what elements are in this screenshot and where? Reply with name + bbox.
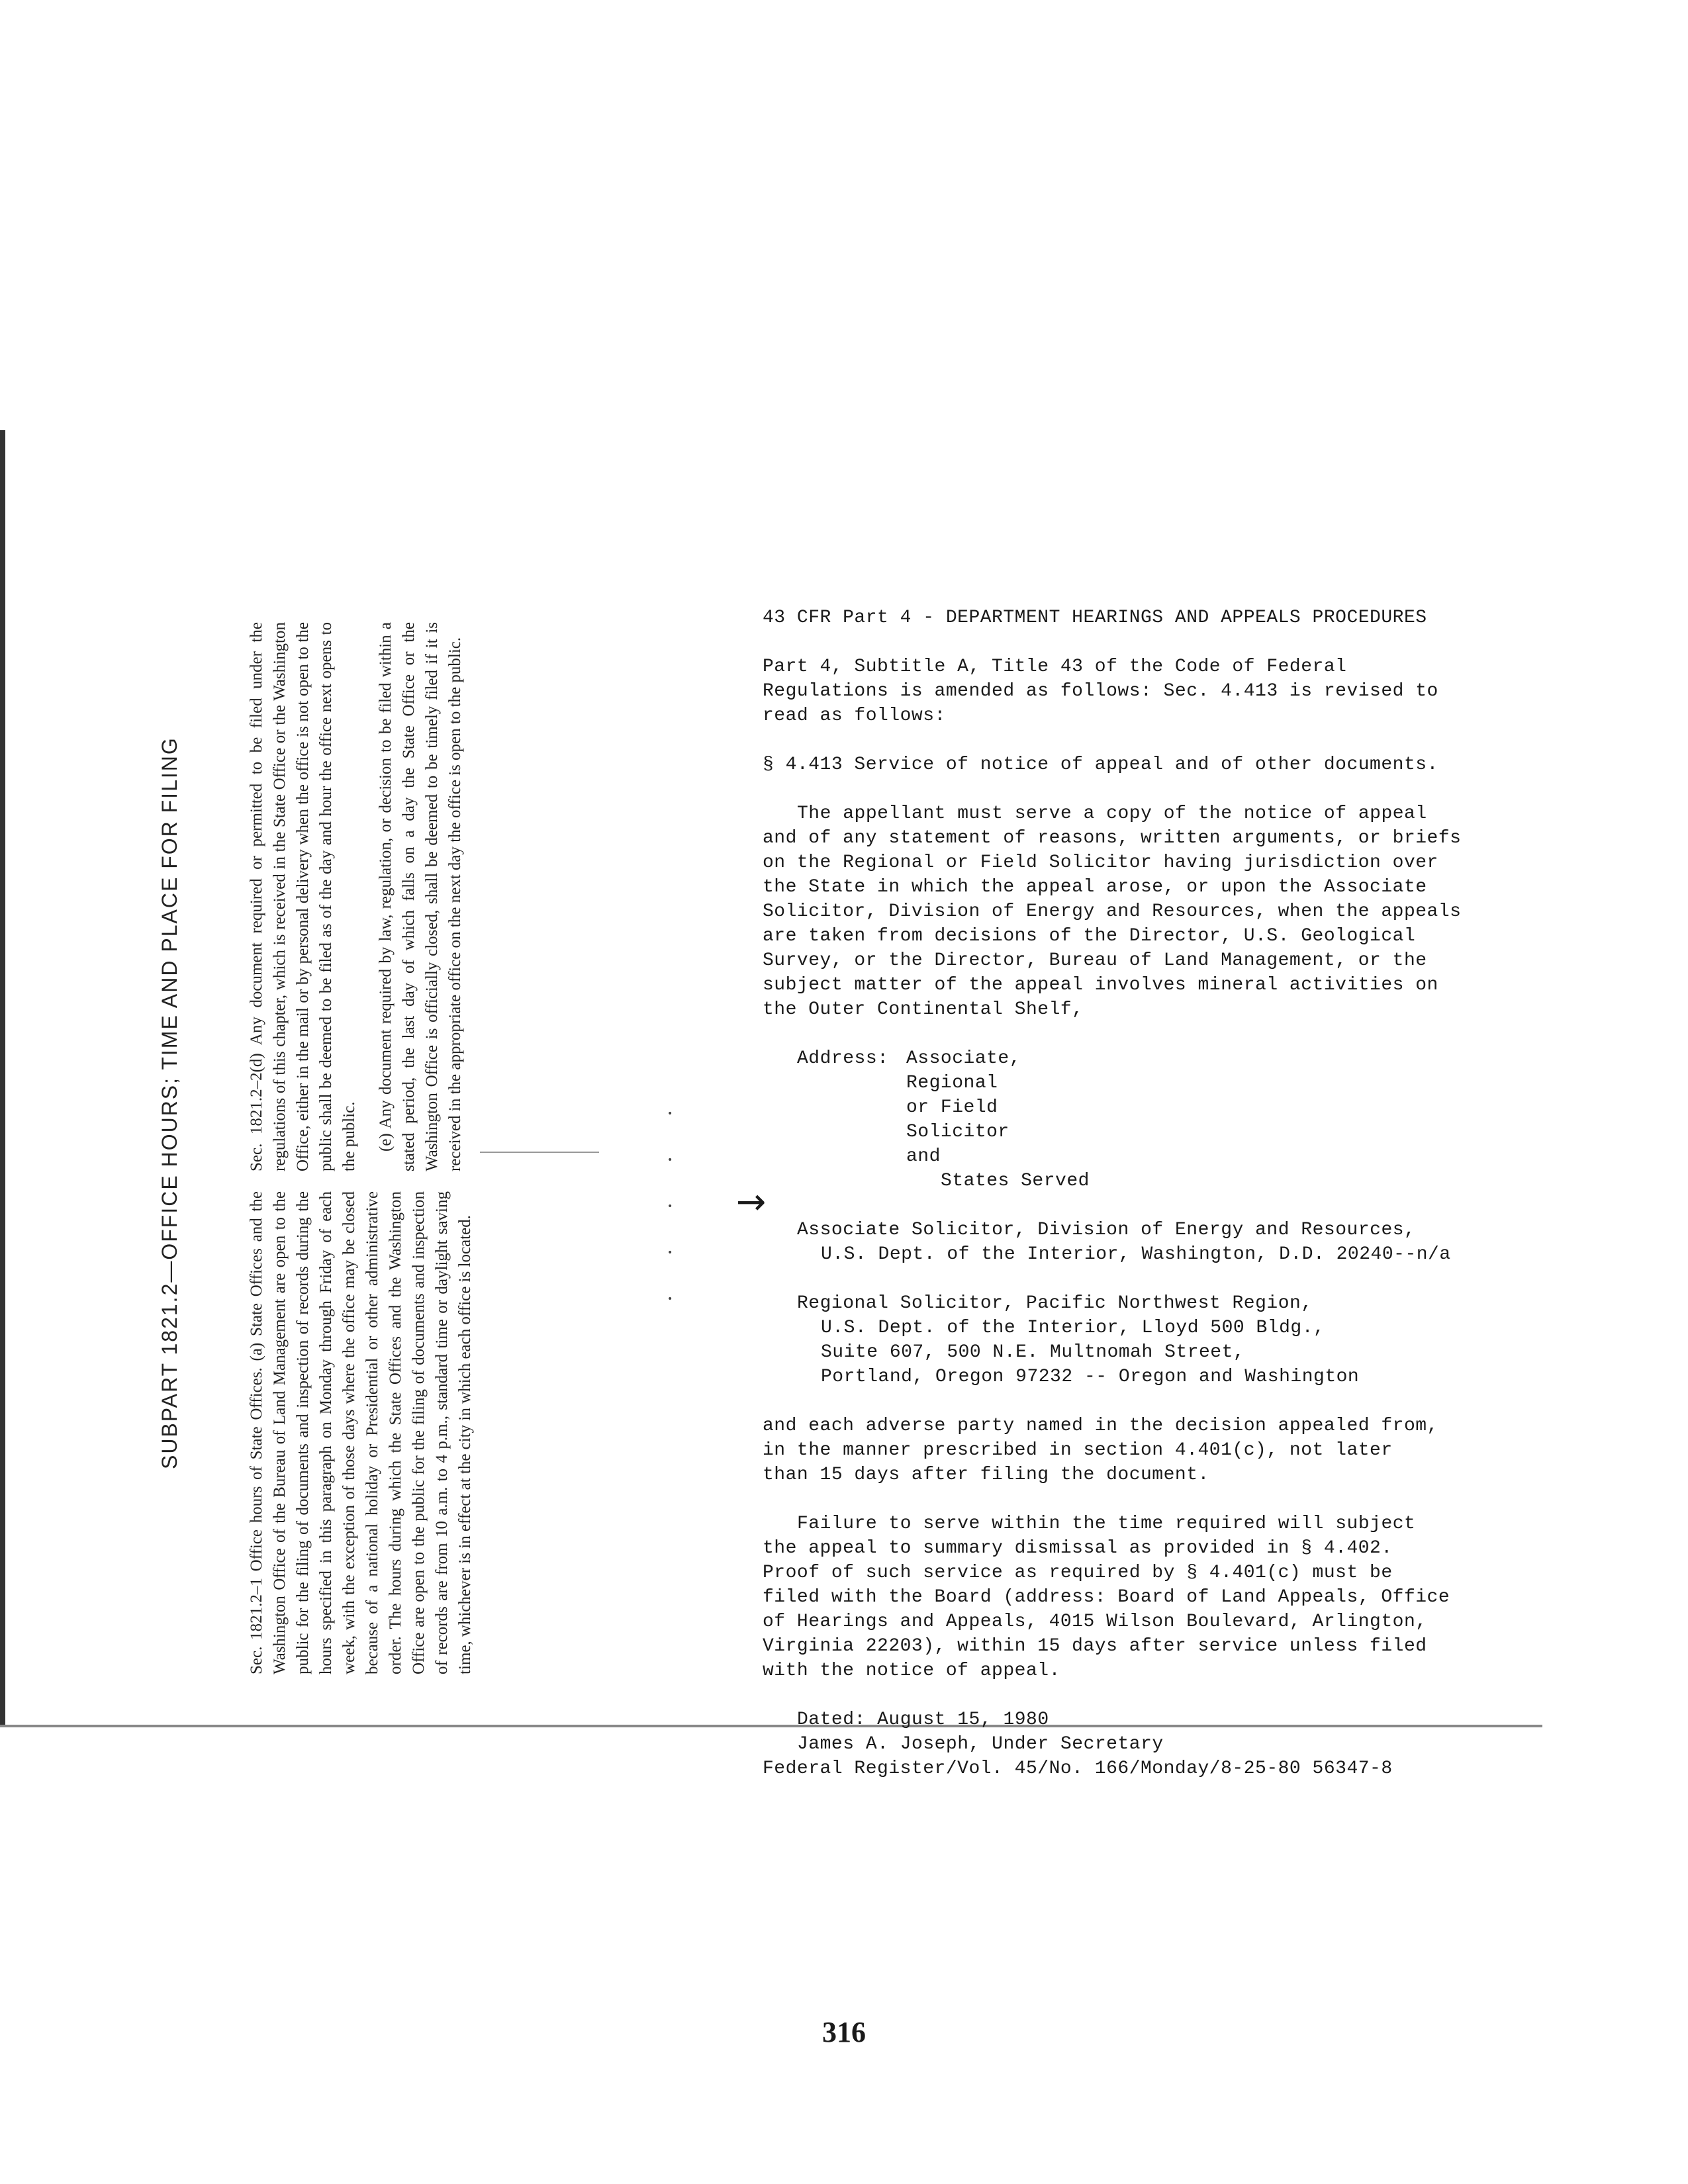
filing-rules-column	[245, 622, 480, 1171]
amendment-document	[763, 606, 1497, 1781]
regional-line: Suite 607, 500 N.E. Multnomah Street,	[821, 1342, 1245, 1363]
scan-edge-left	[0, 430, 5, 1727]
office-hours-column: Sec. 1821.2–1 Office hours of State Offices. (a) State Offices and the Washington Office of the Bureau of Land Management are open to the public for the filing of documents and inspection of records during the hours specified in this paragraph on Monday through Friday of each week, with the exception of those days where the office may be closed because of a national holiday or Presidential or other administrative order. The hours during which the State Offices and the Washington Office are open to the public for the filing of documents and inspection of records are from 10 a.m. to 4 p.m., standard time or daylight saving time, whichever is in effect at the city in which each office is located.	[248, 1191, 474, 1674]
regional-line: Regional Solicitor, Pacific Northwest Region,	[797, 1293, 1313, 1314]
para2-line: than 15 days after filing the document.	[763, 1465, 1209, 1485]
para1-line: The appellant must serve a copy of the notice of appeal	[797, 803, 1427, 824]
para2-line: and each adverse party named in the decision appealed from,	[763, 1416, 1438, 1436]
para3-line: of Hearings and Appeals, 4015 Wilson Boulevard, Arlington,	[763, 1612, 1427, 1632]
para1-line: are taken from decisions of the Director, U.S. Geological	[763, 926, 1416, 946]
address-label: Address:	[797, 1048, 889, 1069]
page-number: 316	[822, 2016, 866, 2048]
filing-rule-d: Sec. 1821.2–2(d) Any document required or permitted to be filed under the regulations of this chapter, which is received in the State Office or the Washington Office, either in the mail or by personal delivery when the office is not open to the public shall be deemed to be filed as of the day and hour the office next opens to the public.	[248, 622, 358, 1171]
regional-line: U.S. Dept. of the Interior, Lloyd 500 Bldg.,	[821, 1318, 1325, 1338]
address-line: Associate, Regional or Field Solicitor and	[906, 1048, 1021, 1167]
assoc-line: Associate Solicitor, Division of Energy and Resources,	[797, 1220, 1416, 1240]
para1-line: and of any statement of reasons, written arguments, or briefs	[763, 828, 1462, 848]
dated-line: Dated: August 15, 1980	[797, 1709, 1049, 1730]
subpart-heading: SUBPART 1821.2—OFFICE HOURS; TIME AND PLACE FOR FILING	[158, 737, 181, 1469]
para1-line: Survey, or the Director, Bureau of Land Management, or the	[763, 950, 1427, 971]
para3-line: with the notice of appeal.	[763, 1661, 1060, 1681]
intro-line: read as follows:	[763, 705, 946, 726]
intro-line: Regulations is amended as follows: Sec. 4.413 is revised to	[763, 681, 1438, 702]
para1-line: the State in which the appeal arose, or upon the Associate	[763, 877, 1427, 897]
filing-rule-e: (e) Any document required by law, regulation, or decision to be filed within a stated period, the last day of which falls on a day the State Office or the Washington Office is officially closed, shall be deemed to be timely filed if it is received in the appropriate office on the next day the office is open to the public.	[377, 622, 464, 1171]
address-block	[763, 1046, 1497, 1193]
regional-line: Portland, Oregon 97232 -- Oregon and Washington	[821, 1367, 1360, 1387]
address-value	[906, 1046, 1090, 1193]
address-line: States Served	[941, 1171, 1090, 1191]
para3-line: the appeal to summary dismissal as provided in § 4.402.	[763, 1538, 1393, 1559]
federal-register-citation: Federal Register/Vol. 45/No. 166/Monday/8-25-80 56347-8	[763, 1758, 1393, 1779]
para3-line: filed with the Board (address: Board of Land Appeals, Office	[763, 1587, 1450, 1608]
para2-line: in the manner prescribed in section 4.401(c), not later	[763, 1440, 1393, 1461]
para1-line: Solicitor, Division of Energy and Resources, when the appeals	[763, 901, 1462, 922]
signer-line: James A. Joseph, Under Secretary	[797, 1734, 1164, 1754]
intro-line: Part 4, Subtitle A, Title 43 of the Code of Federal	[763, 657, 1347, 677]
margin-dots: • • • • •	[667, 1109, 673, 1304]
assoc-line: U.S. Dept. of the Interior, Washington, D.D. 20240--n/a	[821, 1244, 1451, 1265]
arrow-marker-icon: →	[736, 1181, 767, 1222]
para3-line: Proof of such service as required by § 4.401(c) must be	[763, 1563, 1393, 1583]
para3-line: Virginia 22203), within 15 days after service unless filed	[763, 1636, 1427, 1657]
section-heading: § 4.413 Service of notice of appeal and of other documents.	[763, 754, 1438, 775]
document-title: 43 CFR Part 4 - DEPARTMENT HEARINGS AND APPEALS PROCEDURES	[763, 608, 1427, 628]
para1-line: subject matter of the appeal involves mineral activities on	[763, 975, 1438, 995]
column-divider	[480, 1152, 599, 1153]
para1-line: on the Regional or Field Solicitor having jurisdiction over	[763, 852, 1438, 873]
para3-line: Failure to serve within the time required will subject	[797, 1514, 1416, 1534]
para1-line: the Outer Continental Shelf,	[763, 999, 1084, 1020]
